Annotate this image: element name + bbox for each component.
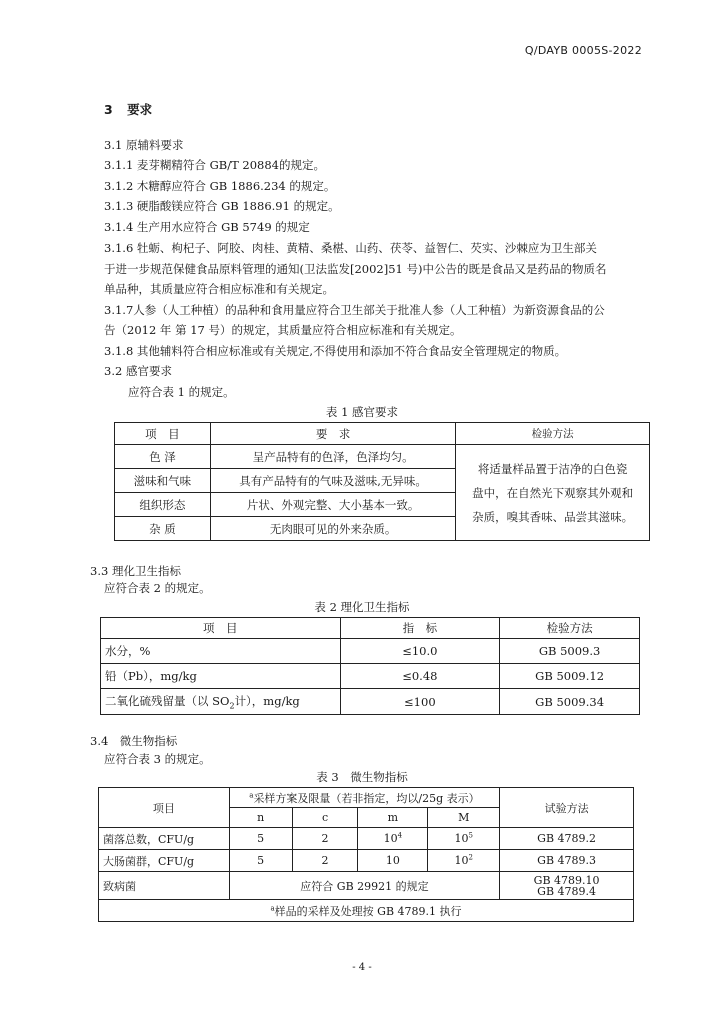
item-cell: 致病菌 [99,872,230,900]
physchem-table [100,617,640,715]
paragraph-line: 3.1.2 木糖醇应符合 GB 1886.234 的规定。 [104,179,336,193]
item-cell: 铅（Pb），mg/kg [101,664,341,689]
M-cell [428,828,500,850]
table-row [101,664,640,689]
table-caption: 表 3 微生物指标 [316,770,408,784]
method-cell: GB 5009.34 [500,689,640,715]
micro-table [98,787,634,922]
subsection-heading: 3.1 原辅料要求 [104,138,184,152]
m-cell [358,850,428,872]
header-cell: 检验方法 [500,618,640,639]
n-cell: 5 [229,828,292,850]
paragraph-line: 3.1.4 生产用水应符合 GB 5749 的规定 [104,220,310,234]
paragraph-line: 应符合表 1 的规定。 [128,385,235,399]
requirement-cell: 具有产品特有的气味及滋味,无异味。 [210,469,456,493]
requirement-cell: 片状、外观完整、大小基本一致。 [210,493,456,517]
requirement-cell: 呈产品特有的色泽，色泽均匀。 [210,445,456,469]
table-row [101,639,640,664]
item-cell: 色 泽 [115,445,211,469]
paragraph-line: 应符合表 2 的规定。 [104,581,211,595]
table-row [101,689,640,715]
table-row [115,445,650,469]
section-title: 要求 [127,102,153,117]
header-cell: 要 求 [210,423,456,445]
header-cell: 检验方法 [456,423,650,445]
base: 10 [383,832,398,845]
paragraph-line: 3.1.6 牡蛎、枸杞子、阿胶、肉桂、黄精、桑椹、山药、茯苓、益智仁、芡实、沙棘应为卫生部关 [104,241,597,255]
item-cell: 滋味和气味 [115,469,211,493]
standard-code: Q/DAYB 0005S-2022 [524,44,642,57]
method-cell: GB 5009.3 [500,639,640,664]
table-header-row [101,618,640,639]
item-cell: 杂 质 [115,517,211,541]
footnote-mark: a [249,790,254,799]
header-cell: 项 目 [115,423,211,445]
item-cell: 大肠菌群，CFU/g [99,850,230,872]
exponent: 4 [397,831,403,840]
base: 10 [385,854,400,867]
paragraph-line: 于进一步规范保健食品原料管理的通知(卫法监发[2002]51 号)中公告的既是食品又是药品的物质名 [104,262,607,276]
footnote-mark: a [270,903,275,912]
item-cell: 水分，% [101,639,341,664]
sensory-table [114,422,650,541]
note-cell [99,900,634,922]
limit-cell: ≤100 [340,689,500,715]
method-cell: GB 4789.3 [500,850,634,872]
table-row [99,828,634,850]
table-note-row [99,900,634,922]
subheader-cell: n [229,808,292,828]
header-cell: 指 标 [340,618,500,639]
method-cell: GB 5009.12 [500,664,640,689]
subheader-cell: m [358,808,428,828]
requirement-cell: 应符合 GB 29921 的规定 [229,872,499,900]
base: 10 [454,832,469,845]
table-header-row [99,788,634,808]
item-cell: 菌落总数，CFU/g [99,828,230,850]
paragraph-line: 单品种，其质量应符合相应标准和有关规定。 [104,282,334,296]
m-cell [358,828,428,850]
page-number: - 4 - [352,962,372,973]
requirement-cell: 无肉眼可见的外来杂质。 [210,517,456,541]
paragraph-line: 3.1.3 硬脂酸镁应符合 GB 1886.91 的规定。 [104,199,340,213]
header-cell: 项目 [99,788,230,828]
subsection-heading: 3.3 理化卫生指标 [90,564,181,578]
header-cell: 试验方法 [500,788,634,828]
item-cell [101,689,341,715]
n-cell: 5 [229,850,292,872]
header-text: 采样方案及限量（若非指定，均以/25g 表示） [253,791,480,805]
item-text: 二氧化硫残留量（以 SO [105,693,230,708]
section-number: 3 [104,102,113,117]
subsection-heading: 3.4 微生物指标 [90,734,178,748]
exponent: 2 [468,853,473,862]
method-cell: GB 4789.2 [500,828,634,850]
paragraph-line: 3.1.1 麦芽糊精符合 GB/T 20884的规定。 [104,158,325,172]
method-cell [456,445,650,541]
method-line: 将适量样品置于洁净的白色瓷 [477,461,628,476]
note-text: 样品的采样及处理按 GB 4789.1 执行 [274,904,462,918]
exponent: 5 [468,831,473,840]
M-cell [428,850,500,872]
paragraph-line: 3.1.8 其他辅料符合相应标准或有关规定,不得使用和添加不符合食品安全管理规定的物质。 [104,344,567,358]
section-heading [104,100,152,118]
method-line: GB 4789.4 [537,884,597,898]
header-cell: 项 目 [101,618,341,639]
limit-cell: ≤10.0 [340,639,500,664]
paragraph-line: 应符合表 3 的规定。 [104,752,211,766]
subheader-cell: c [292,808,358,828]
subscript: 2 [229,701,235,711]
item-cell: 组织形态 [115,493,211,517]
table-header-row [115,423,650,445]
paragraph-line: 告（2012 年 第 17 号）的规定，其质量应符合相应标准和有关规定。 [104,323,462,337]
header-cell [229,788,499,808]
table-row [99,872,634,900]
subheader-cell: M [428,808,500,828]
c-cell: 2 [292,828,358,850]
table-caption: 表 1 感官要求 [325,405,399,419]
c-cell: 2 [292,850,358,872]
table-row [99,850,634,872]
method-line: GB 4789.10 [533,873,600,887]
method-cell [500,872,634,900]
base: 10 [454,854,469,867]
table-caption: 表 2 理化卫生指标 [314,600,410,614]
method-line: 杂质，嗅其香味、品尝其滋味。 [472,509,634,524]
subsection-heading: 3.2 感官要求 [104,364,172,378]
item-text: 计），mg/kg [234,693,300,708]
paragraph-line: 3.1.7人参（人工种植）的品种和食用量应符合卫生部关于批准人参（人工种植）为新资源食品的公 [104,303,605,317]
method-line: 盘中，在自然光下观察其外观和 [472,485,634,500]
limit-cell: ≤0.48 [340,664,500,689]
